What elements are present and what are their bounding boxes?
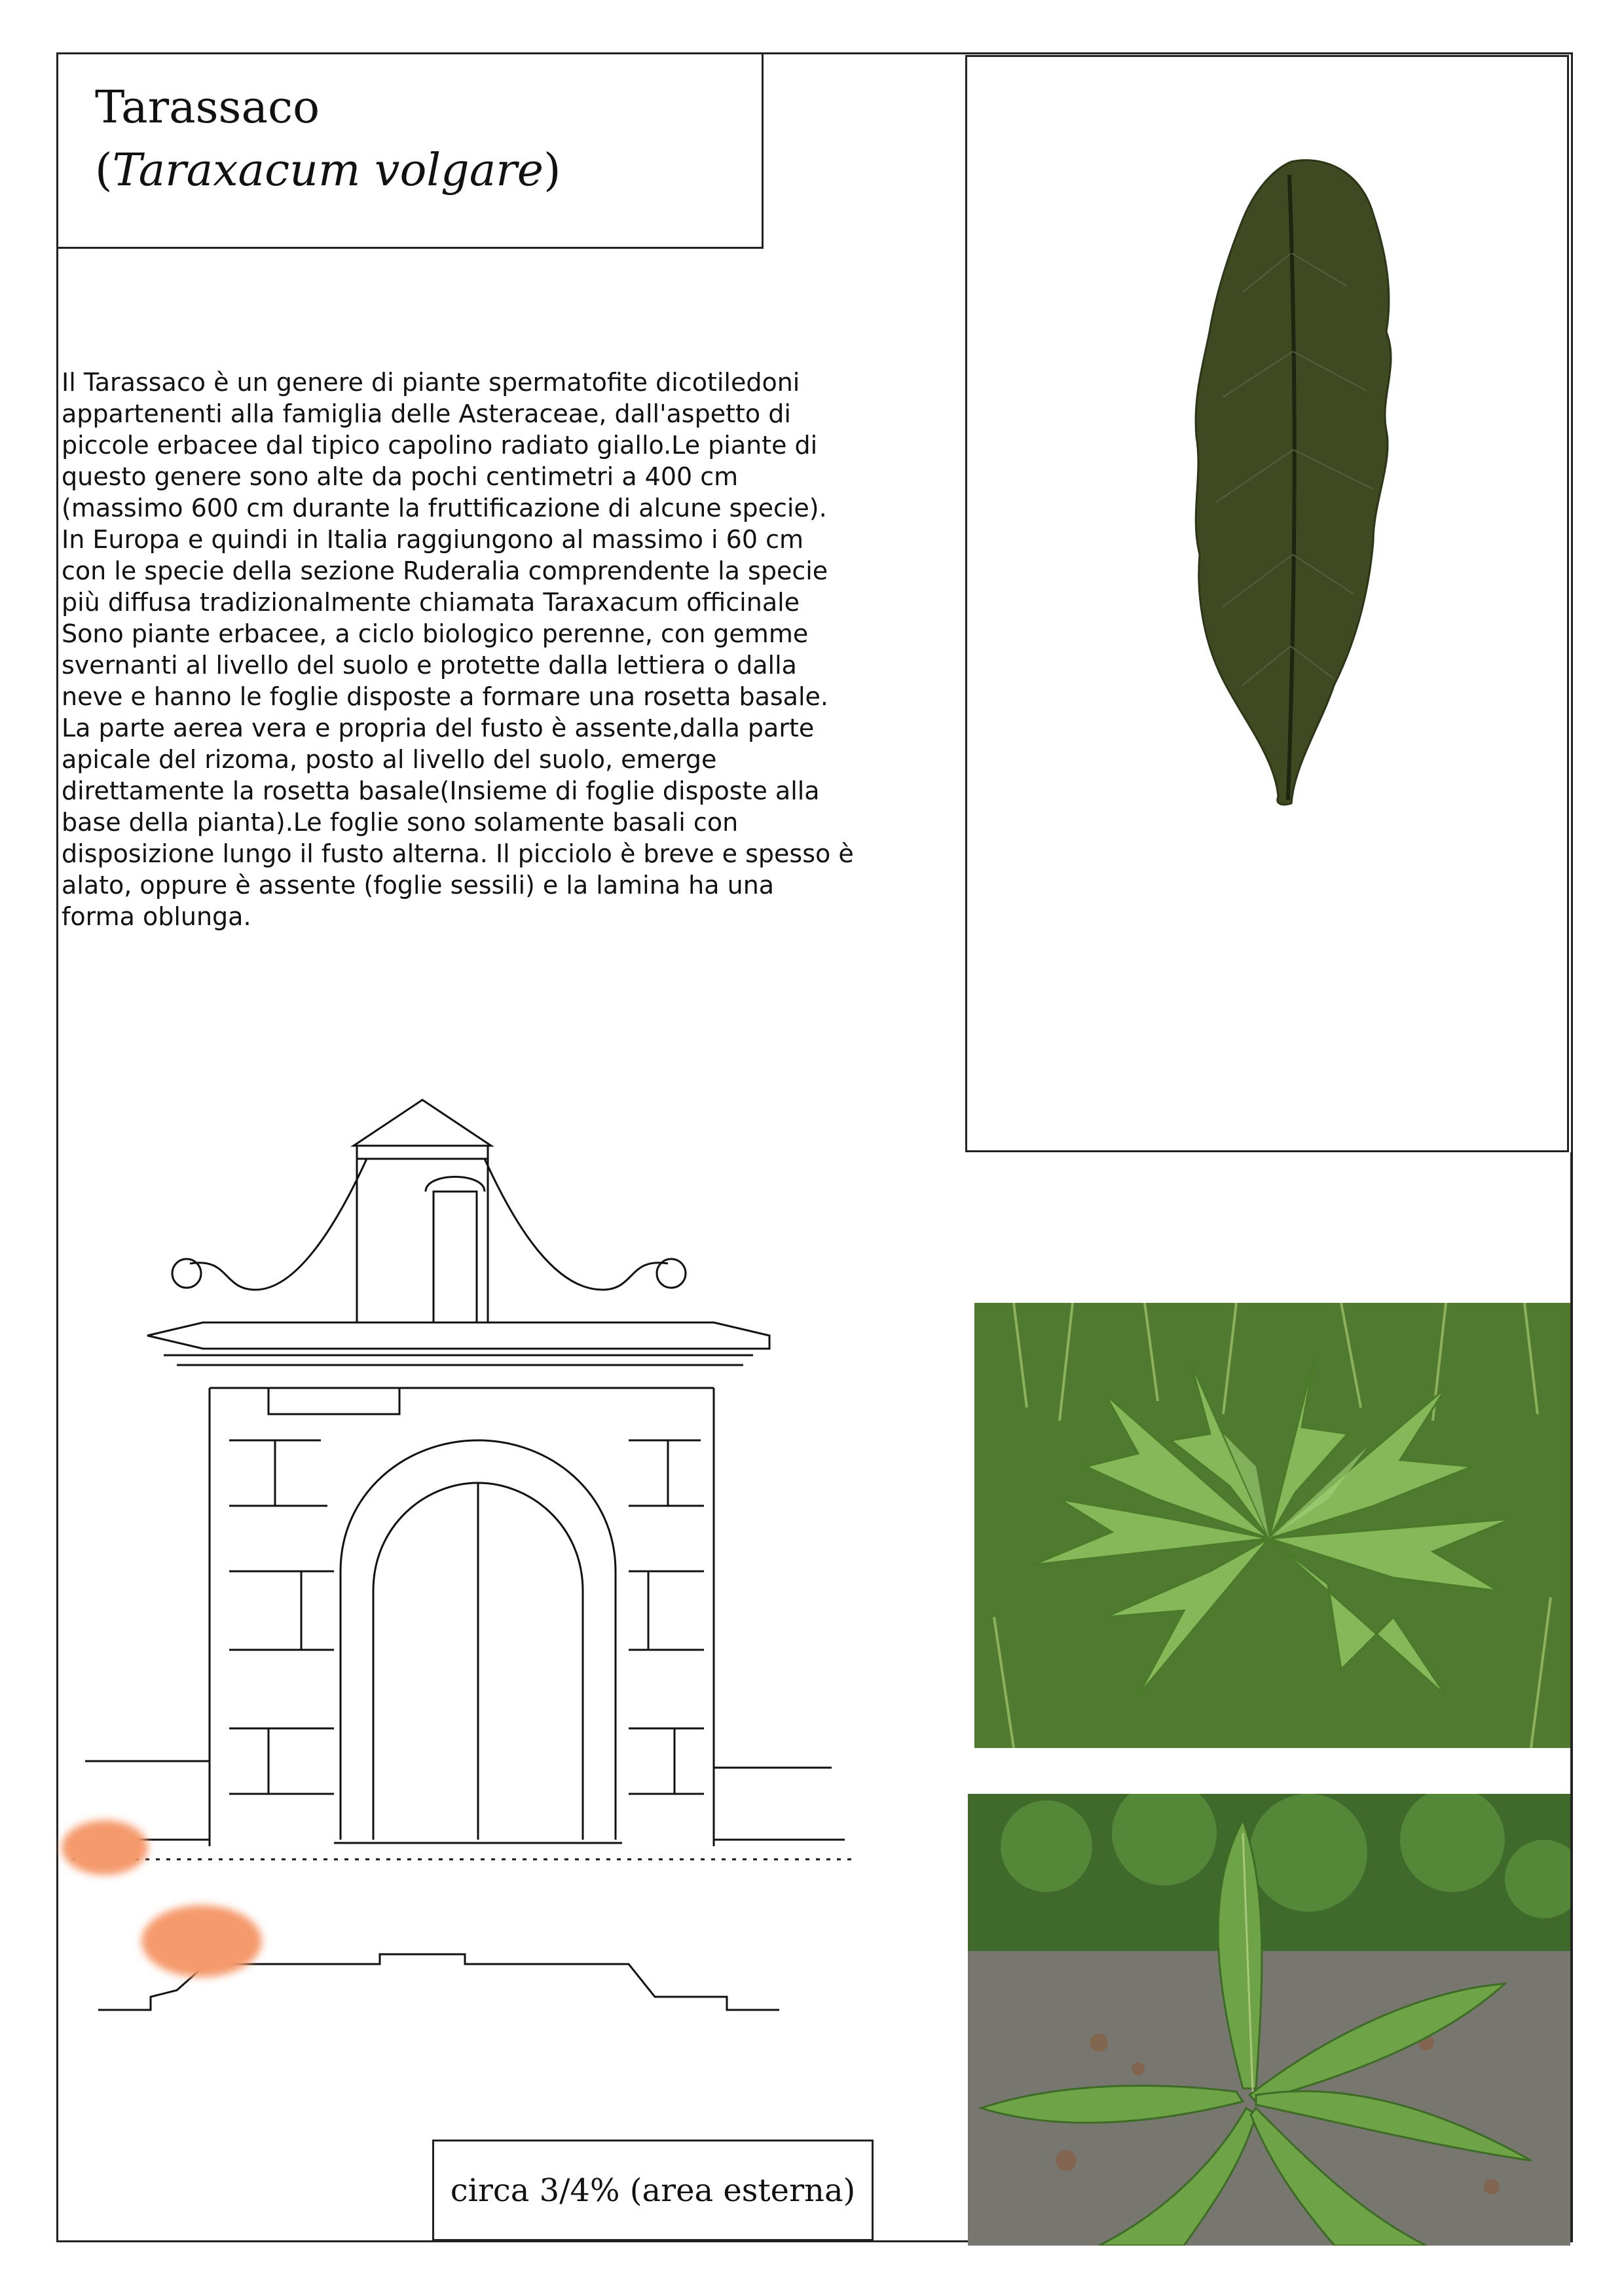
photo-rosette-soil [968, 1794, 1570, 2246]
title-open-paren: ( [95, 145, 113, 196]
caption-text: circa 3/4% (area esterna) [450, 2172, 856, 2209]
title-box [56, 52, 764, 249]
title-scientific-name: Taraxacum volgare [112, 145, 544, 196]
caption-box [432, 2140, 874, 2241]
photo-rosette-grass [974, 1303, 1570, 1748]
leaf-specimen-image [967, 57, 1567, 1150]
marker-2 [141, 1905, 262, 1977]
title-common-name: Tarassaco [95, 82, 320, 134]
photo-rosette-grass-image [974, 1303, 1570, 1748]
title-close-paren: ) [543, 145, 561, 196]
title-scientific-line [95, 139, 561, 202]
right-divider [1570, 1152, 1572, 2242]
description-text: Il Tarassaco è un genere di piante spermatofite dicotiledoni appartenenti alla famiglia delle Asteraceae, dall'aspetto di piccole erbacee dal tipico capolino radiato giallo.Le piante di questo genere sono alte da pochi centimetri a 400 cm (massimo 600 cm durante la fruttificazione di alcune specie). In Europa e quindi in Italia raggiungono al massimo i 60 cm con le specie della sezione Ruderalia comprendente la specie più diffusa tradizionalmente chiamata Taraxacum officinale Sono piante erbacee, a ciclo biologico perenne, con gemme svernanti al livello del suolo e protette dalla lettiera o dalla neve e hanno le foglie disposte a formare una rosetta basale. La parte aerea vera e propria del fusto è assente,dalla parte apicale del rizoma, posto al livello del suolo, emerge direttamente la rosetta basale(Insieme di foglie disposte alla base della pianta).Le foglie sono solamente basali con disposizione lungo il fusto alterna. Il picciolo è breve e spesso è alato, oppure è assente (foglie sessili) e la lamina ha una forma oblunga. [62, 368, 854, 931]
leaf-specimen-frame [965, 55, 1569, 1152]
marker-1 [62, 1820, 148, 1875]
photo-rosette-soil-image [968, 1794, 1570, 2246]
